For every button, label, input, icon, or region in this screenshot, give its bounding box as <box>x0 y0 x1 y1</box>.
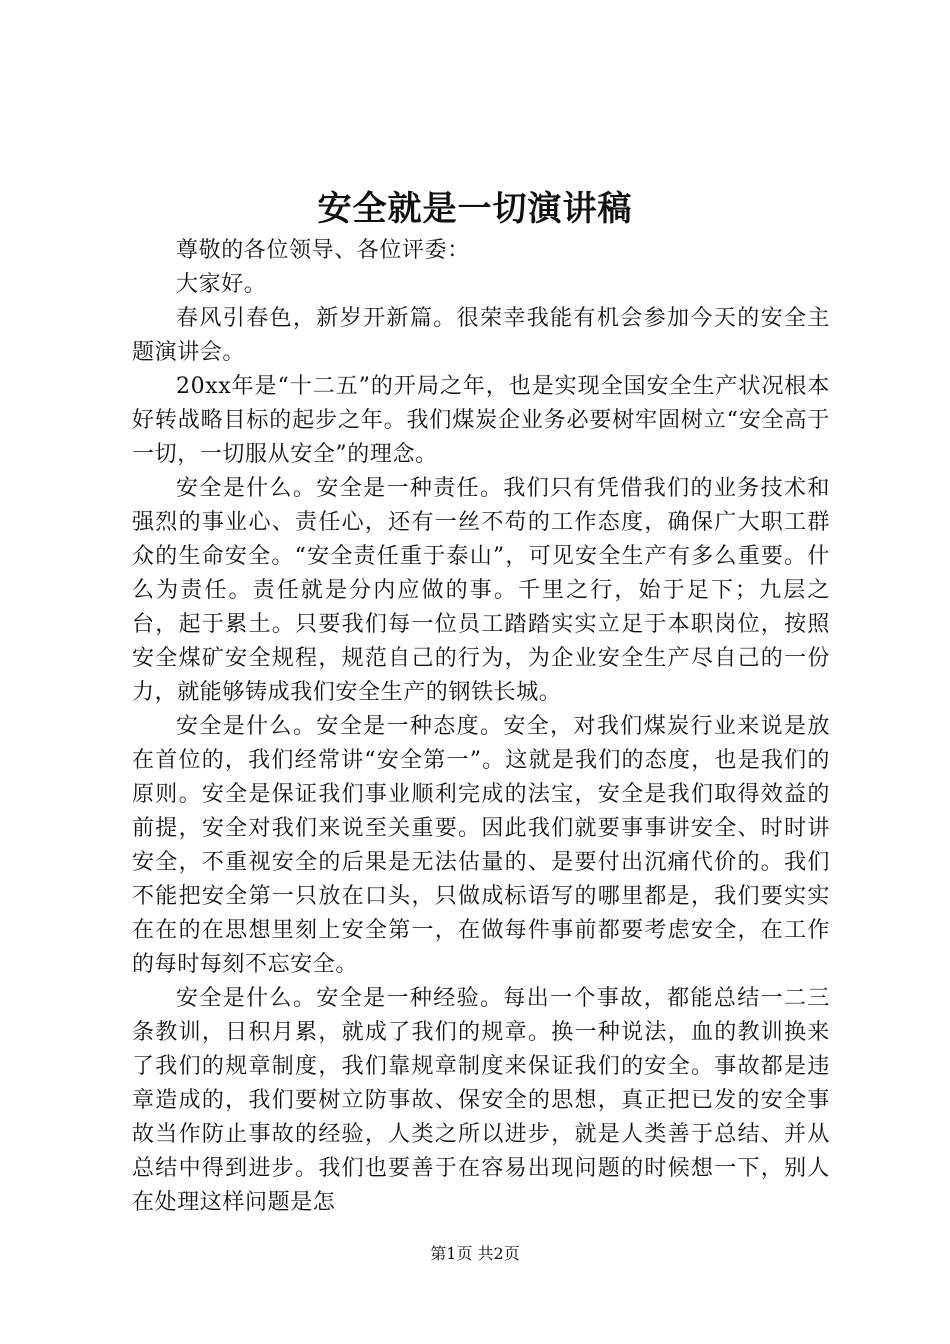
salutation: 尊敬的各位领导、各位评委： <box>176 238 470 263</box>
greeting: 大家好。 <box>176 272 267 297</box>
document-body <box>132 234 830 1220</box>
paragraph: 安全是什么。安全是一种责任。我们只有凭借我们的业务技术和强烈的事业心、责任心，还有一丝不苟的工作态度，确保广大职工群众的生命安全。“安全责任重于泰山”，可见安全生产有多么重要。什么为责任。责任就是分内应做的事。千里之行，始于足下；九层之台，起于累土。只要我们每一位员工踏踏实实立足于本职岗位，按照安全煤矿安全规程，规范自己的行为，为企业安全生产尽自己的一份力，就能够铸成我们安全生产的钢铁长城。 <box>132 476 830 705</box>
paragraph: 安全是什么。安全是一种态度。安全，对我们煤炭行业来说是放在首位的，我们经常讲“安全第一”。这就是我们的态度，也是我们的原则。安全是保证我们事业顺利完成的法宝，安全是我们取得效益的前提，安全对我们来说至关重要。因此我们就要事事讲安全、时时讲安全，不重视安全的后果是无法估量的、是要付出沉痛代价的。我们不能把安全第一只放在口头，只做成标语写的哪里都是，我们要实实在在的在思想里刻上安全第一，在做每件事前都要考虑安全，在工作的每时每刻不忘安全。 <box>132 714 830 977</box>
page-footer: 第1页 共2页 <box>430 1244 520 1263</box>
paragraph: 20xx年是“十二五”的开局之年，也是实现全国安全生产状况根本好转战略目标的起步之年。我们煤炭企业务必要树牢固树立“安全高于一切，一切服从安全”的理念。 <box>132 374 830 467</box>
paragraph: 安全是什么。安全是一种经验。每出一个事故，都能总结一二三条教训，日积月累，就成了我们的规章。换一种说法，血的教训换来了我们的规章制度，我们靠规章制度来保证我们的安全。事故都是违章造成的，我们要树立防事故、保安全的思想，真正把已发的安全事故当作防止事故的经验，人类之所以进步，就是人类善于总结、并从总结中得到进步。我们也要善于在容易出现问题的时候想一下，别人在处理这样问题是怎 <box>132 986 830 1215</box>
document-title: 安全就是一切演讲稿 <box>317 189 633 229</box>
paragraph: 春风引春色，新岁开新篇。很荣幸我能有机会参加今天的安全主题演讲会。 <box>132 306 830 365</box>
